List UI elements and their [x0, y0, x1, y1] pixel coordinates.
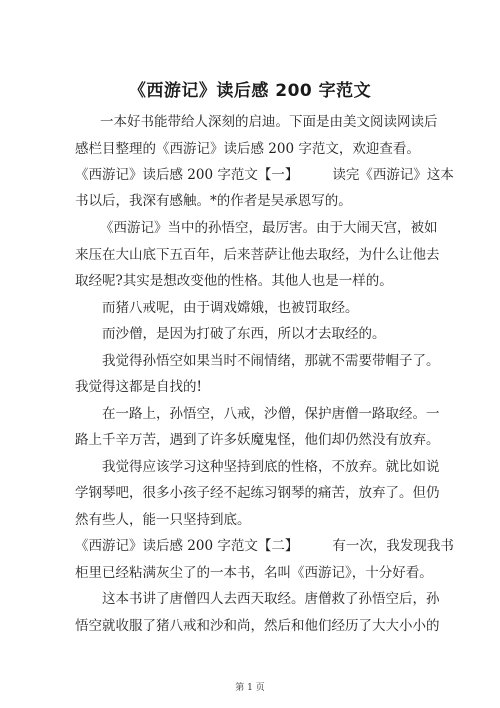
paragraph-text: 读完《西游记》这本 — [332, 167, 454, 183]
section-heading: 《西游记》读后感 200 字范文【一】 — [75, 167, 299, 183]
paragraph-line: 书以后，我深有感触。*的作者是吴承恩写的。 — [75, 193, 352, 209]
paragraph-line: 在一路上，孙悟空，八戒，沙僧，保护唐僧一路取经。一 — [102, 406, 440, 422]
paragraph-line: 来压在大山底下五百年，后来菩萨让他去取经，为什么让他去 — [75, 247, 440, 263]
paragraph-line: 柜里已经粘满灰尘了的一本书，名叫《西游记》，十分好看。 — [75, 565, 433, 581]
section-heading-line — [75, 537, 454, 555]
paragraph-line: 我觉得应该学习这种坚持到底的性格，不放弃。就比如说 — [102, 459, 440, 475]
paragraph-line: 而猪八戒呢，由于调戏嫦娥，也被罚取经。 — [102, 300, 359, 316]
paragraph-line: 我觉得孙悟空如果当时不闹情绪，那就不需要带帽子了。 — [102, 353, 440, 369]
section-heading: 《西游记》读后感 200 字范文【二】 — [75, 538, 299, 554]
section-heading-line — [75, 166, 454, 184]
paragraph-line: 感栏目整理的《西游记》读后感 200 字范文，欢迎查看。 — [75, 141, 420, 157]
paragraph-line: 《西游记》当中的孙悟空，最厉害。由于大闹天宫，被如 — [100, 220, 438, 236]
paragraph-line: 悟空就收服了猪八戒和沙和尚，然后和他们经历了大大小小的 — [75, 618, 440, 634]
paragraph-text: 有一次，我发现我书 — [332, 538, 454, 554]
paragraph-line: 我觉得这都是自找的! — [75, 379, 202, 395]
paragraph-line: 取经呢?其实是想改变他的性格。其他人也是一样的。 — [75, 273, 393, 289]
paragraph-line: 然有些人，能一只坚持到底。 — [75, 512, 251, 528]
paragraph-line: 而沙僧，是因为打破了东西，所以才去取经的。 — [102, 326, 386, 342]
page-number: 第 1 页 — [235, 683, 265, 693]
paragraph-line: 一本好书能带给人深刻的启迪。下面是由美文阅读网读后 — [100, 114, 438, 130]
paragraph-line: 路上千辛万苦，遇到了许多妖魔鬼怪，他们却仍然没有放弃。 — [75, 432, 440, 448]
paragraph-line: 这本书讲了唐僧四人去西天取经。唐僧救了孙悟空后，孙 — [102, 591, 440, 607]
document-title: 《西游记》读后感 200 字范文 — [128, 81, 372, 101]
paragraph-line: 学钢琴吧，很多小孩子经不起练习钢琴的痛苦，放弃了。但仍 — [75, 485, 440, 501]
